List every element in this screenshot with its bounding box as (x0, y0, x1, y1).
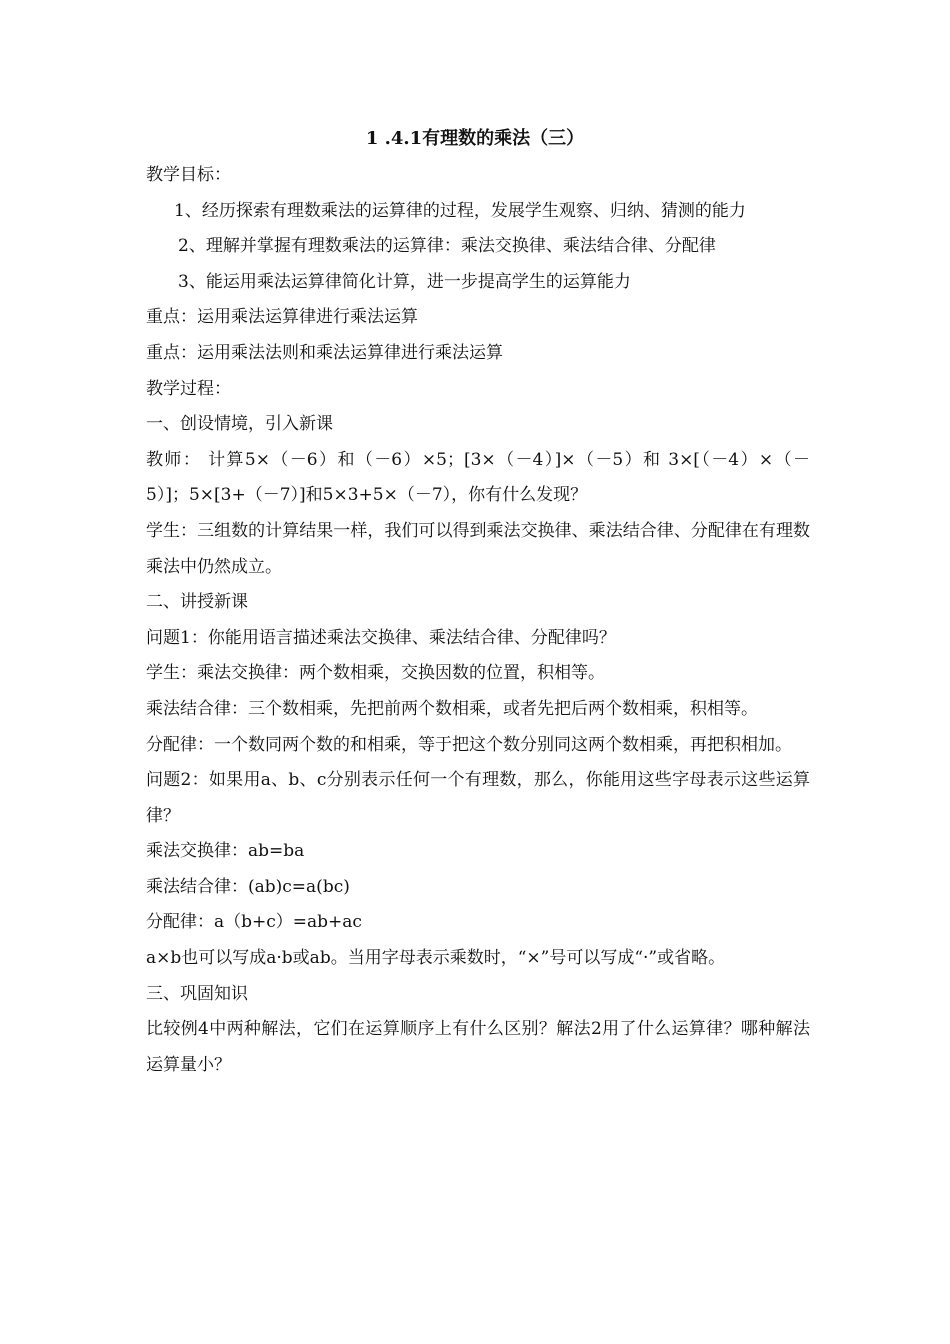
teacher-prompt: 教师： 计算5×（－6）和（－6）×5；[3×（－4）]×（－5）和 3×[（－4）×（－5）]；5×[3+（－7）]和5×3+5×（－7），你有什么发现？ (146, 449, 810, 506)
section-heading-part-1: 一、创设情境，引入新课 (146, 414, 333, 435)
section-heading-process: 教学过程： (146, 378, 231, 399)
notation-note: a×b也可以写成a·b或ab。当用字母表示乘数时，“×”号可以写成“·”或省略。 (146, 948, 726, 969)
student-answer-commutative: 学生：乘法交换律：两个数相乘，交换因数的位置，积相等。 (146, 663, 605, 684)
formula-commutative: 乘法交换律：ab=ba (146, 841, 305, 862)
section-heading-part-2: 二、讲授新课 (146, 592, 248, 613)
section-heading-part-3: 三、巩固知识 (146, 983, 248, 1004)
associative-law-text: 乘法结合律：三个数相乘，先把前两个数相乘，或者先把后两个数相乘，积相等。 (146, 698, 758, 719)
objective-item-3: 3、能运用乘法运算律简化计算，进一步提高学生的运算能力 (178, 271, 631, 292)
student-answer-1: 学生：三组数的计算结果一样，我们可以得到乘法交换律、乘法结合律、分配律在有理数乘法中仍然成立。 (146, 520, 810, 577)
key-point-2: 重点：运用乘法法则和乘法运算律进行乘法运算 (146, 342, 503, 363)
distributive-law-text: 分配律：一个数同两个数的和相乘，等于把这个数分别同这两个数相乘，再把积相加。 (146, 734, 792, 755)
formula-distributive: 分配律：a（b+c）=ab+ac (146, 912, 362, 933)
formula-associative: 乘法结合律：(ab)c=a(bc) (146, 876, 350, 897)
comparison-question: 比较例4中两种解法，它们在运算顺序上有什么区别？解法2用了什么运算律？哪种解法运算量小？ (146, 1019, 810, 1075)
document-body (146, 158, 810, 1083)
objective-item-2: 2、理解并掌握有理数乘法的运算律：乘法交换律、乘法结合律、分配律 (178, 236, 716, 257)
question-2: 问题2：如果用a、b、c分别表示任何一个有理数，那么，你能用这些字母表示这些运算律？ (146, 770, 810, 826)
section-heading-objectives: 教学目标： (146, 165, 231, 185)
objective-item-1: 1、经历探索有理数乘法的运算律的过程，发展学生观察、归纳、猜测的能力 (174, 200, 746, 221)
document-title: 1 .4.1有理数的乘法（三） (365, 128, 585, 149)
question-1: 问题1：你能用语言描述乘法交换律、乘法结合律、分配律吗？ (146, 627, 616, 648)
key-point-1: 重点：运用乘法运算律进行乘法运算 (146, 307, 418, 328)
